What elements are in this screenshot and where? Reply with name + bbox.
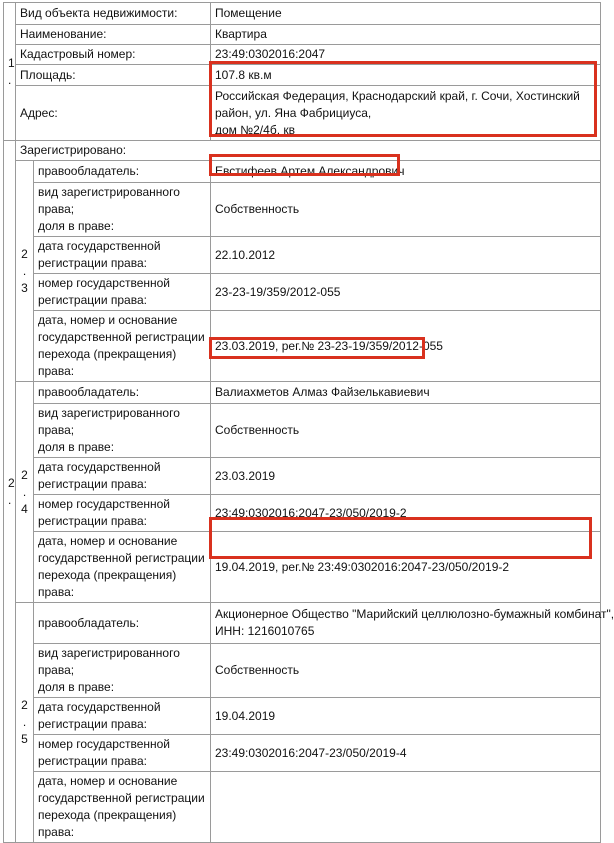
entry-2-5-regnum-label (34, 735, 211, 772)
address-label: Адрес: (16, 86, 211, 141)
entry-2-4-regnum-label-line-1: номер государственной (38, 497, 171, 511)
entry-2-3-holder-row (4, 161, 601, 183)
row-object-type (4, 3, 601, 25)
section-2-number: 2. (4, 141, 16, 843)
entry-2-4-date-label-line-1: дата государственной (38, 460, 161, 474)
cadastral-label: Кадастровый номер: (16, 45, 211, 65)
entry-2-5-date-label-line-1: дата государственной (38, 700, 161, 714)
entry-2-3-date-label (34, 237, 211, 274)
entry-2-5-date-row (4, 698, 601, 735)
entry-2-5-transfer-label-line-3: перехода (прекращения) права: (38, 808, 177, 839)
entry-2-3-transfer-row (4, 311, 601, 382)
row-area (4, 65, 601, 86)
name-value: Квартира (211, 25, 601, 45)
entry-2-5-transfer-value (211, 772, 601, 843)
entry-2-4-holder-row (4, 382, 601, 404)
entry-2-4-transfer-label-line-2: государственной регистрации (38, 551, 205, 565)
row-registered (4, 141, 601, 161)
entry-2-4-regnum-row (4, 495, 601, 532)
entry-2-4-transfer-label-line-3: перехода (прекращения) права: (38, 568, 177, 599)
entry-2-4-transfer-value: 19.04.2019, рег.№ 23:49:0302016:2047-23/050/2019-2 (211, 532, 601, 603)
entry-2-4-holder-value: Валиахметов Алмаз Файзелькавиевич (211, 382, 601, 404)
entry-2-4-date-value: 23.03.2019 (211, 458, 601, 495)
entry-2-5-right-label-line-2: доля в праве: (38, 680, 115, 694)
entry-2-4-regnum-value: 23:49:0302016:2047-23/050/2019-2 (211, 495, 601, 532)
entry-2-3-date-row (4, 237, 601, 274)
entry-2-5-holder-label: правообладатель: (34, 603, 211, 644)
entry-2-3-regnum-value: 23-23-19/359/2012-055 (211, 274, 601, 311)
area-value: 107.8 кв.м (211, 65, 601, 86)
entry-2-5-transfer-label (34, 772, 211, 843)
entry-2-4-right-value: Собственность (211, 404, 601, 458)
entry-2-3-regnum-label-line-1: номер государственной (38, 276, 171, 290)
entry-2-3-holder-label: правообладатель: (34, 161, 211, 183)
entry-2-5-date-value: 19.04.2019 (211, 698, 601, 735)
entry-2-5-transfer-label-line-2: государственной регистрации (38, 791, 205, 805)
entry-2-4-right-label-line-1: вид зарегистрированного права; (38, 406, 180, 437)
entry-2-5-regnum-row (4, 735, 601, 772)
entry-2-3-number: 2.3 (16, 161, 34, 382)
entry-2-4-right-label (34, 404, 211, 458)
address-line-2: район, ул. Яна Фабрициуса, (215, 105, 372, 120)
address-value (211, 86, 601, 141)
entry-2-3-transfer-label-line-2: государственной регистрации (38, 330, 205, 344)
object-type-value: Помещение (211, 3, 601, 25)
entry-2-4-transfer-row (4, 532, 601, 603)
entry-2-5-regnum-label-line-2: регистрации права: (38, 754, 147, 768)
entry-2-3-date-label-line-1: дата государственной (38, 239, 161, 253)
entry-2-3-transfer-label-line-3: перехода (прекращения) права: (38, 347, 177, 378)
entry-2-3-right-label-line-1: вид зарегистрированного права; (38, 185, 180, 216)
entry-2-5-holder-value-line-1: Акционерное Общество "Марийский целлюлозно-бумажный комбинат", (215, 607, 614, 621)
entry-2-5-right-label (34, 644, 211, 698)
entry-2-3-transfer-label-line-1: дата, номер и основание (38, 313, 178, 327)
entry-2-3-date-value: 22.10.2012 (211, 237, 601, 274)
row-name (4, 25, 601, 45)
entry-2-5-holder-value-line-2: ИНН: 1216010765 (215, 624, 315, 638)
entry-2-5-date-label-line-2: регистрации права: (38, 717, 147, 731)
entry-2-5-holder-row (4, 603, 601, 644)
row-cadastral (4, 45, 601, 65)
entry-2-3-regnum-label-line-2: регистрации права: (38, 293, 147, 307)
entry-2-3-right-label-line-2: доля в праве: (38, 219, 115, 233)
entry-2-3-right-row (4, 183, 601, 237)
entry-2-5-regnum-label-line-1: номер государственной (38, 737, 171, 751)
entry-2-5-right-row (4, 644, 601, 698)
entry-2-3-right-label (34, 183, 211, 237)
entry-2-5-right-value: Собственность (211, 644, 601, 698)
name-label: Наименование: (16, 25, 211, 45)
entry-2-4-date-label (34, 458, 211, 495)
entry-2-3-transfer-label (34, 311, 211, 382)
entry-2-3-regnum-label (34, 274, 211, 311)
entry-2-3-date-label-line-2: регистрации права: (38, 256, 147, 270)
object-type-label: Вид объекта недвижимости: (16, 3, 211, 25)
entry-2-3-transfer-value: 23.03.2019, рег.№ 23-23-19/359/2012-055 (211, 311, 601, 382)
entry-2-3-holder-value: Евстифеев Артем Александрович (211, 161, 601, 183)
entry-2-5-number: 2.5 (16, 603, 34, 843)
property-registry-table (3, 2, 614, 843)
section-1-number: 1. (4, 3, 16, 141)
address-line-3: дом №2/4б, кв (215, 122, 295, 137)
entry-2-4-regnum-label (34, 495, 211, 532)
entry-2-4-transfer-label (34, 532, 211, 603)
entry-2-5-transfer-label-line-1: дата, номер и основание (38, 774, 178, 788)
entry-2-4-transfer-label-line-1: дата, номер и основание (38, 534, 178, 548)
entry-2-4-number: 2.4 (16, 382, 34, 603)
entry-2-5-holder-value (211, 603, 614, 644)
entry-2-3-regnum-row (4, 274, 601, 311)
address-line-1: Российская Федерация, Краснодарский край, г. Сочи, Хостинский (215, 88, 580, 103)
entry-2-4-right-row (4, 404, 601, 458)
entry-2-5-right-label-line-1: вид зарегистрированного права; (38, 646, 180, 677)
entry-2-4-date-row (4, 458, 601, 495)
registered-label: Зарегистрировано: (16, 141, 601, 161)
entry-2-4-date-label-line-2: регистрации права: (38, 477, 147, 491)
entry-2-3-right-value: Собственность (211, 183, 601, 237)
entry-2-4-right-label-line-2: доля в праве: (38, 440, 115, 454)
entry-2-4-holder-label: правообладатель: (34, 382, 211, 404)
entry-2-5-transfer-row (4, 772, 601, 843)
cadastral-value: 23:49:0302016:2047 (211, 45, 601, 65)
entry-2-4-regnum-label-line-2: регистрации права: (38, 514, 147, 528)
area-label: Площадь: (16, 65, 211, 86)
entry-2-5-date-label (34, 698, 211, 735)
entry-2-5-regnum-value: 23:49:0302016:2047-23/050/2019-4 (211, 735, 601, 772)
row-address (4, 86, 601, 141)
